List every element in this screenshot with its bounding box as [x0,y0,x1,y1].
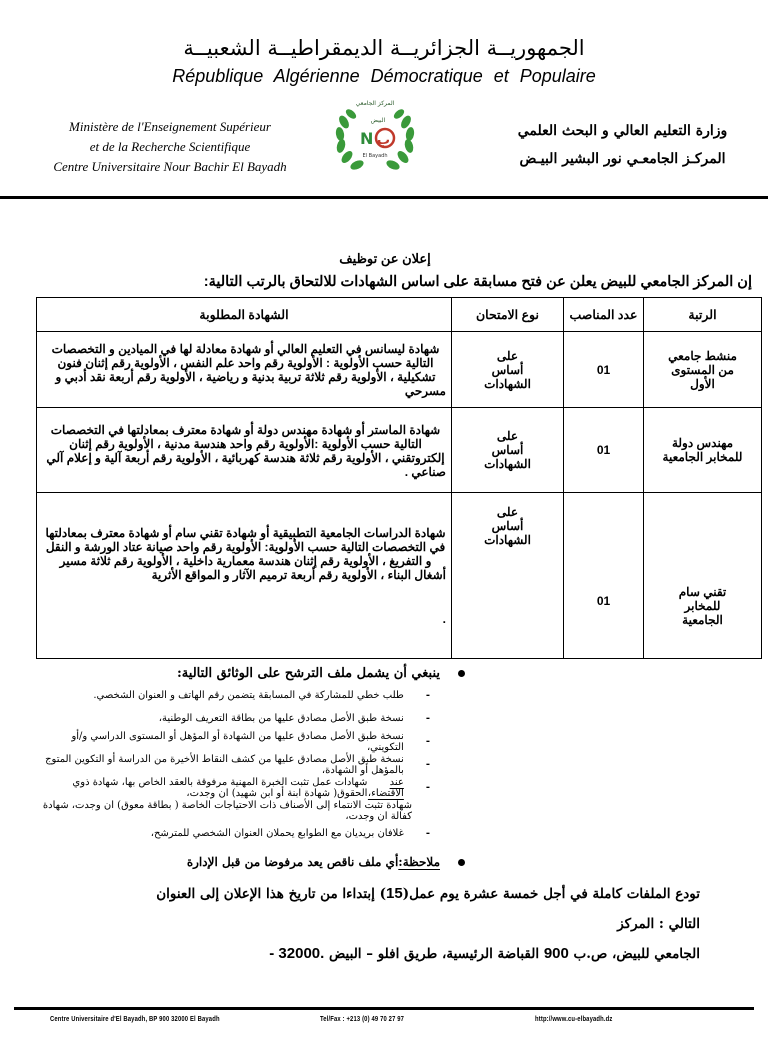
requirement-cell: شهادة ليسانس في التعليم العالي أو شهادة معادلة لها في الميادين و التخصصات التالية حسب الأولوية : الأولوية رقم واحد علم النفس ، الأولوية رقم إثنان فنون تشكيلية ، الأولوية رقم ثلاثة تربية بدنية و رياضية ، الأولوية رقم أربعة نقد أدبي و مسرحي [37,332,452,408]
list-item: - طلب خطي للمشاركة في المسابقة يتضمن رقم الهاتف و العنوان الشخصي. [93,690,430,701]
required-documents [40,662,730,845]
svg-text:El Bayadh: El Bayadh [362,153,388,159]
header-count: عدد المناصب [564,298,644,332]
footer-website[interactable]: http://www.cu-elbayadh.dz [535,1014,613,1023]
note [40,851,730,873]
exam-cell: على أساس الشهادات [452,493,564,659]
university-logo [330,92,420,178]
postcode: - 32000. [269,945,325,962]
note-label: ملاحظة: [398,855,440,869]
header-exam-type: نوع الامتحان [452,298,564,332]
count-cell: 01 [564,493,644,659]
conditional-label: عند الاقتضاء، [367,776,404,799]
table-row [37,332,762,408]
svg-text:المركز الجامعي: المركز الجامعي [355,100,395,107]
deadline-days: 15 [386,885,403,902]
note-text: أي ملف ناقص يعد مرفوضا من قبل الإدارة [186,855,399,869]
table-header-row [37,298,762,332]
announcement-title: إعلان عن توظيف [339,251,431,266]
laurel-wreath-icon [330,92,420,178]
po-box: 900 [543,945,569,962]
ministry-block-arabic [490,117,755,173]
dash-icon: - [425,713,430,724]
deposit-instructions [150,879,700,969]
requirement-cell: شهادة الماستر أو شهادة مهندس دولة أو شهادة معترف بمعادلتها في التخصصات التالية حسب الأولوية :الأولوية رقم واحد هندسة مدنية ، الأولوية رقم إثنان إلكتروتقني ، الأولوية رقم ثلاثة هندسة كهربائية ، الأولوية رقم أربعة آلية و إعلام آلي صناعي . [37,408,452,493]
count-cell: 01 [564,408,644,493]
deposit-line-1: تودع الملفات كاملة في أجل خمسة عشرة يوم عمل(15) إبتداءا من تاريخ هذا الإعلان إلى العنوان التالي : المركز [156,885,700,932]
deposit-line-2: الجامعي للبيض، ص.ب 900 القباضة الرئيسية، طريق افلو – البيض - 32000. [269,945,700,962]
table-row [37,408,762,493]
ministry-line: Ministère de l'Enseignement Supérieur [69,119,271,134]
list-item: - غلافان بريديان مع الطوابع يحملان العنوان الشخصي للمترشح، [150,828,430,839]
header-divider [0,196,768,199]
dash-icon: - [425,690,430,701]
count-cell: 01 [564,332,644,408]
list-item: - نسخة طبق الأصل مصادق عليها من الشهادة أو المؤهل أو المستوى الدراسي و/أو التكويني، [71,730,430,753]
bullet-icon [458,670,465,677]
table-row [37,493,762,659]
institution-line: المركـز الجامعـي نور البشير البيـض [519,151,726,167]
dash-icon: - [425,736,430,747]
grade-cell: تقني سام للمخابر الجامعية [644,493,762,659]
header-grade: الرتبة [644,298,762,332]
list-item-conditional [40,776,730,799]
exam-cell: على أساس الشهادات [452,408,564,493]
republic-title-arabic: الجمهوريــة الجزائريــة الديمقراطيــة الشعبيــة [183,36,585,60]
ministry-block-french [40,117,300,177]
list-item-continuation: شهادة تثبت الانتماء إلى الأصناف ذات الاحتياجات الخاصة ( بطاقة معوق) ان وجدت، شهادة كفالة ان وجدت، [42,799,412,822]
exam-cell: على أساس الشهادات [452,332,564,408]
republic-title-french: République Algérienne Démocratique et Populaire [172,66,596,86]
documents-intro: ينبغي أن يشمل ملف الترشح على الوثائق التالية: [40,662,730,684]
requirement-cell [37,493,452,659]
bullet-icon [458,859,465,866]
svg-text:N: N [360,129,374,148]
svg-text:ب: ب [377,133,391,148]
list-item: - نسخة طبق الأصل مصادق عليها من بطاقة التعريف الوطنية، [158,713,430,724]
dash-icon: - [425,759,430,770]
grade-cell: منشط جامعي من المستوى الأول [644,332,762,408]
institution-line: Centre Universitaire Nour Bachir El Bayadh [53,159,287,174]
footer-divider [14,1007,754,1010]
svg-text:البيض: البيض [370,117,386,124]
grade-cell: مهندس دولة للمخابر الجامعية [644,408,762,493]
header-required-degree: الشهادة المطلوبة [37,298,452,332]
footer-phone: Tel/Fax : +213 (0) 49 70 27 97 [320,1014,405,1023]
positions-table [36,297,762,659]
ministry-line: et de la Recherche Scientifique [89,139,251,154]
announcement-subtitle: إن المركز الجامعي للبيض يعلن عن فتح مسابقة على اساس الشهادات للالتحاق بالرتب التالية: [203,274,752,290]
footer-address: Centre Universitaire d'El Bayadh, BP 900 32000 El Bayadh [50,1014,220,1023]
dash-icon: - [425,828,430,839]
dash-icon: - [425,782,430,793]
ministry-line: وزارة التعليم العالي و البحث العلمي [517,123,728,139]
trailing-dot: . [442,612,446,626]
conditional-text: شهادات عمل تثبت الخبرة المهنية مرفوقة بالعقد الخاص بها، شهادة ذوي الحقوق( شهادة ابنة أو ابن شهيد) ان وجدت، [72,776,368,799]
requirement-text: شهادة الدراسات الجامعية التطبيقية أو شهادة تقني سام أو شهادة معترف بمعادلتها في التخصصات التالية حسب الأولوية: الأولوية رقم واحد صيانة عتاد الورشة و النقل و التفريغ ، الأولوية رقم إثنان هندسة معمارية داخلية ، الأولوية رقم ثلاثة مسير أشغال البناء ، الأولوية رقم أربعة ترميم الآثار و المواقع الأثرية [45,526,446,582]
list-item: - نسخة طبق الأصل مصادق عليها من كشف النقاط الأخيرة من الدراسة أو التكوين المتوج بالمؤهل أو الشهادة، [45,753,430,776]
